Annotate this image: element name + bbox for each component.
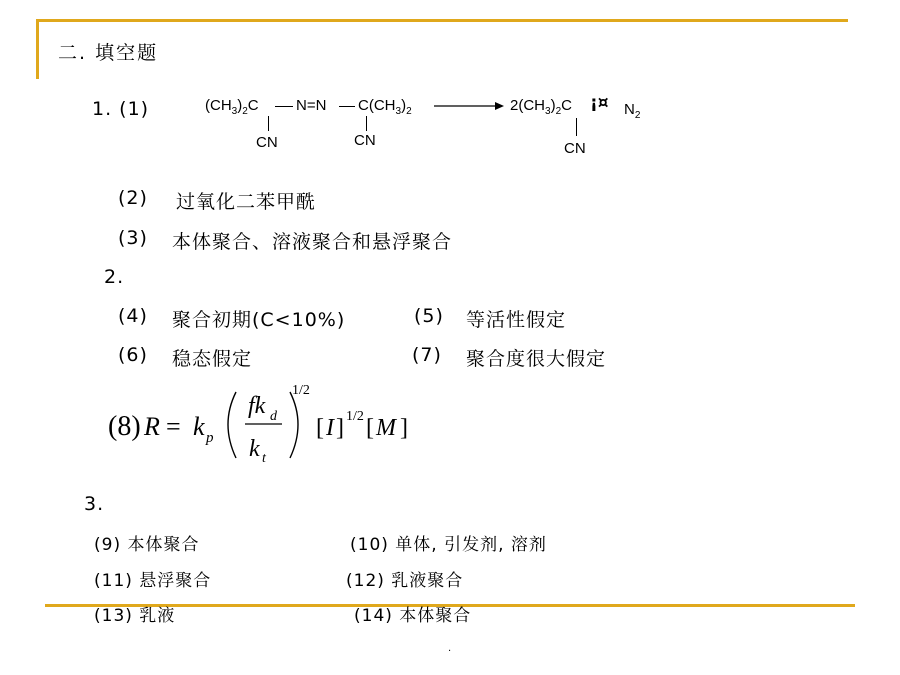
q1-label: 1. (1) xyxy=(92,98,150,120)
answer-6-num: (6) xyxy=(118,344,148,366)
reaction-arrow xyxy=(434,100,504,112)
rate-equation xyxy=(108,380,438,470)
answer-12: (12) 乳液聚合 xyxy=(346,571,464,591)
radical-glyph: ¡¤ xyxy=(590,93,609,113)
reaction-n2: $N_2$ xyxy=(624,101,641,121)
svg-text:M: M xyxy=(376,415,396,441)
bond-1 xyxy=(275,106,293,107)
reaction-azo: N=N xyxy=(296,97,327,114)
reaction-lhs-left: $(CH_3)_2C$ xyxy=(205,97,259,117)
cn-bond-1 xyxy=(268,116,269,131)
cn-bond-2 xyxy=(366,116,367,131)
cn-1: CN xyxy=(256,134,278,151)
svg-text:[: [ xyxy=(366,415,374,441)
svg-text:R: R xyxy=(144,412,160,441)
answer-2-num: (2) xyxy=(118,187,148,209)
reaction-lhs-right: $C(CH_3)_2$ xyxy=(358,97,412,117)
svg-text:[: [ xyxy=(316,415,324,441)
answer-10: (10) 单体, 引发剂, 溶剂 xyxy=(350,535,547,555)
svg-text:k: k xyxy=(193,412,205,441)
svg-text:=: = xyxy=(166,412,181,441)
cn-2: CN xyxy=(354,132,376,149)
answer-5-text: 等活性假定 xyxy=(466,309,567,331)
answer-14: (14) 本体聚合 xyxy=(354,606,472,626)
cn-3: CN xyxy=(564,140,586,157)
left-rule xyxy=(36,19,39,79)
answer-9: (9) 本体聚合 xyxy=(94,535,200,555)
svg-text:d: d xyxy=(270,409,277,424)
svg-text:t: t xyxy=(262,451,266,466)
cn-bond-3 xyxy=(576,118,577,136)
svg-text:]: ] xyxy=(400,415,408,441)
svg-text:fk: fk xyxy=(248,393,266,419)
svg-text:1/2: 1/2 xyxy=(292,383,310,398)
answer-4-text: 聚合初期(C<10%) xyxy=(172,309,346,331)
answer-6-text: 稳态假定 xyxy=(172,348,253,370)
answer-3-num: (3) xyxy=(118,227,148,249)
answer-11: (11) 悬浮聚合 xyxy=(94,571,212,591)
answer-3-text: 本体聚合、溶液聚合和悬浮聚合 xyxy=(172,231,453,253)
top-rule xyxy=(36,19,848,22)
section-title: 二. 填空题 xyxy=(58,42,159,64)
bond-2 xyxy=(339,106,355,107)
answer-2-text: 过氧化二苯甲酰 xyxy=(176,191,317,213)
svg-text:p: p xyxy=(206,430,214,446)
q3-label: 3. xyxy=(84,493,105,515)
answer-13: (13) 乳液 xyxy=(94,606,176,626)
answer-5-num: (5) xyxy=(414,305,444,327)
svg-text:I: I xyxy=(326,415,334,441)
footer-dot: . xyxy=(448,643,452,654)
equation-number: (8) xyxy=(108,411,141,442)
answer-7-text: 聚合度很大假定 xyxy=(466,348,607,370)
svg-text:]: ] xyxy=(336,415,344,441)
q2-label: 2. xyxy=(104,266,125,288)
answer-4-num: (4) xyxy=(118,305,148,327)
svg-text:1/2: 1/2 xyxy=(346,409,364,424)
answer-7-num: (7) xyxy=(412,344,442,366)
svg-text:k: k xyxy=(249,436,260,462)
reaction-product: $2(CH_3)_2C$ xyxy=(510,97,572,117)
